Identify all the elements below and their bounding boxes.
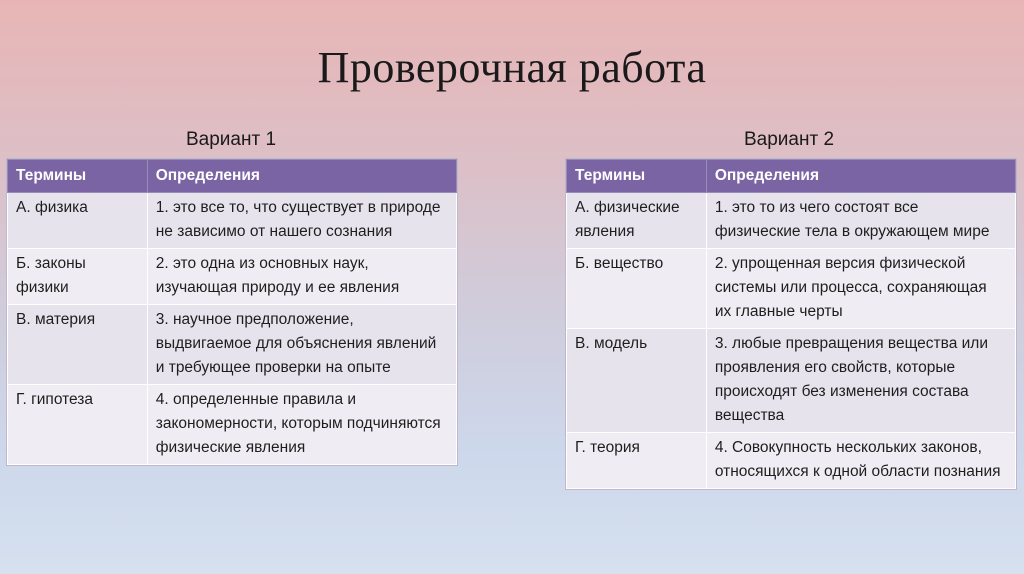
table-row (8, 385, 457, 465)
definition-cell: 3. любые превращения вещества или проявления его свойств, которые происходят без изменения состава вещества (706, 329, 1015, 433)
definitions-header: Определения (706, 160, 1015, 193)
definition-cell: 2. упрощенная версия физической системы или процесса, сохраняющая их главные черты (706, 249, 1015, 329)
definitions-header: Определения (147, 160, 456, 193)
variant-2-label: Вариант 2 (743, 129, 835, 150)
definition-cell: 2. это одна из основных наук, изучающая природу и ее явления (147, 249, 456, 305)
definition-cell: 3. научное предположение, выдвигаемое для объяснения явлений и требующее проверки на опыте (147, 305, 456, 385)
table-row (567, 329, 1016, 433)
table-row (8, 193, 457, 249)
definition-cell: 4. определенные правила и закономерности, которым подчиняются физические явления (147, 385, 456, 465)
term-cell: А. физические явления (567, 193, 707, 249)
table-header-row (8, 160, 457, 193)
table-row (8, 249, 457, 305)
table-row (8, 305, 457, 385)
term-cell: А. физика (8, 193, 148, 249)
term-cell: Г. теория (567, 433, 707, 489)
term-cell: Б. законы физики (8, 249, 148, 305)
term-cell: Б. вещество (567, 249, 707, 329)
table-row (567, 193, 1016, 249)
variant-2-table (566, 159, 1016, 489)
variant-1-label: Вариант 1 (185, 129, 277, 150)
term-cell: Г. гипотеза (8, 385, 148, 465)
definition-cell: 4. Совокупность нескольких законов, относящихся к одной области познания (706, 433, 1015, 489)
term-cell: В. модель (567, 329, 707, 433)
table-row (567, 433, 1016, 489)
variant-1-table (7, 159, 457, 465)
table-row (567, 249, 1016, 329)
definition-cell: 1. это все то, что существует в природе не зависимо от нашего сознания (147, 193, 456, 249)
terms-header: Термины (8, 160, 148, 193)
slide-title: Проверочная работа (317, 43, 707, 92)
terms-header: Термины (567, 160, 707, 193)
definition-cell: 1. это то из чего состоят все физические тела в окружающем мире (706, 193, 1015, 249)
table-header-row (567, 160, 1016, 193)
term-cell: В. материя (8, 305, 148, 385)
